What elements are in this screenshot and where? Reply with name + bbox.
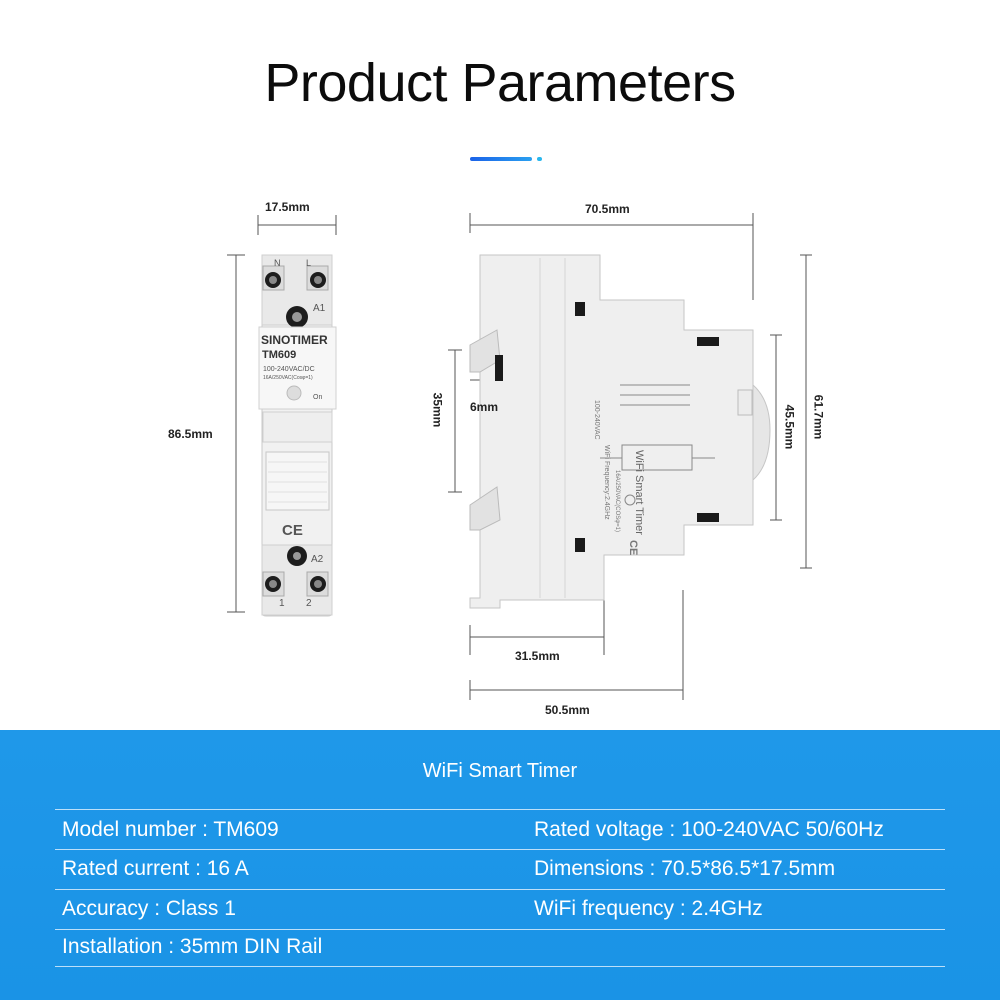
row-divider <box>55 966 945 967</box>
spec-model: Model number : TM609 <box>62 818 279 841</box>
front-depth-dimension: 45.5mm <box>782 404 797 450</box>
svg-text:CE: CE <box>282 522 303 539</box>
hook-dimension: 6mm <box>470 400 499 414</box>
rail-dimension: 35mm <box>430 392 445 428</box>
side-label-rating: 16A/250VAC(COSφ=1) <box>614 470 620 532</box>
specs-title: WiFi Smart Timer <box>422 760 578 782</box>
spec-rated-current: Rated current : 16 A <box>62 857 249 880</box>
page-title: Product Parameters <box>264 53 736 113</box>
spec-installation: Installation : 35mm DIN Rail <box>62 935 323 958</box>
terminal-l-label: L <box>306 258 312 268</box>
brand-label: SINOTIMER <box>261 333 328 347</box>
spec-wifi-frequency: WiFi frequency : 2.4GHz <box>534 897 763 920</box>
total-height-dimension: 61.7mm <box>811 394 826 440</box>
svg-text:CE: CE <box>627 540 639 556</box>
terminal-1-label: 1 <box>279 598 285 609</box>
base-depth-dimension: 31.5mm <box>515 649 560 663</box>
spec-dimensions: Dimensions : 70.5*86.5*17.5mm <box>534 857 836 880</box>
front-height-dimension: 86.5mm <box>168 427 213 441</box>
side-total-width-dimension: 70.5mm <box>585 202 630 216</box>
terminal-a2-label: A2 <box>311 554 324 565</box>
mid-depth-dimension: 50.5mm <box>545 703 590 717</box>
row-divider <box>55 929 945 930</box>
row-divider <box>55 889 945 890</box>
row-divider <box>55 849 945 850</box>
side-view-device <box>448 213 812 700</box>
terminal-n-label: N <box>274 258 281 268</box>
spec-rated-voltage: Rated voltage : 100-240VAC 50/60Hz <box>534 818 884 841</box>
row-divider <box>55 809 945 810</box>
rating-line2: 16A/250VAC(Cosφ=1) <box>263 375 313 381</box>
terminal-2-label: 2 <box>306 598 312 609</box>
on-indicator-label: On <box>313 394 323 401</box>
side-label-frequency: WiFi Frequency:2.4GHz <box>603 445 610 520</box>
model-label: TM609 <box>262 349 297 361</box>
terminal-a1-label: A1 <box>313 303 326 314</box>
front-width-dimension: 17.5mm <box>265 200 310 214</box>
side-label-title: WiFi Smart Timer <box>633 450 645 535</box>
side-label-voltage: 100-240VAC <box>593 400 600 440</box>
rating-line1: 100-240VAC/DC <box>263 366 315 373</box>
spec-accuracy: Accuracy : Class 1 <box>62 897 236 920</box>
